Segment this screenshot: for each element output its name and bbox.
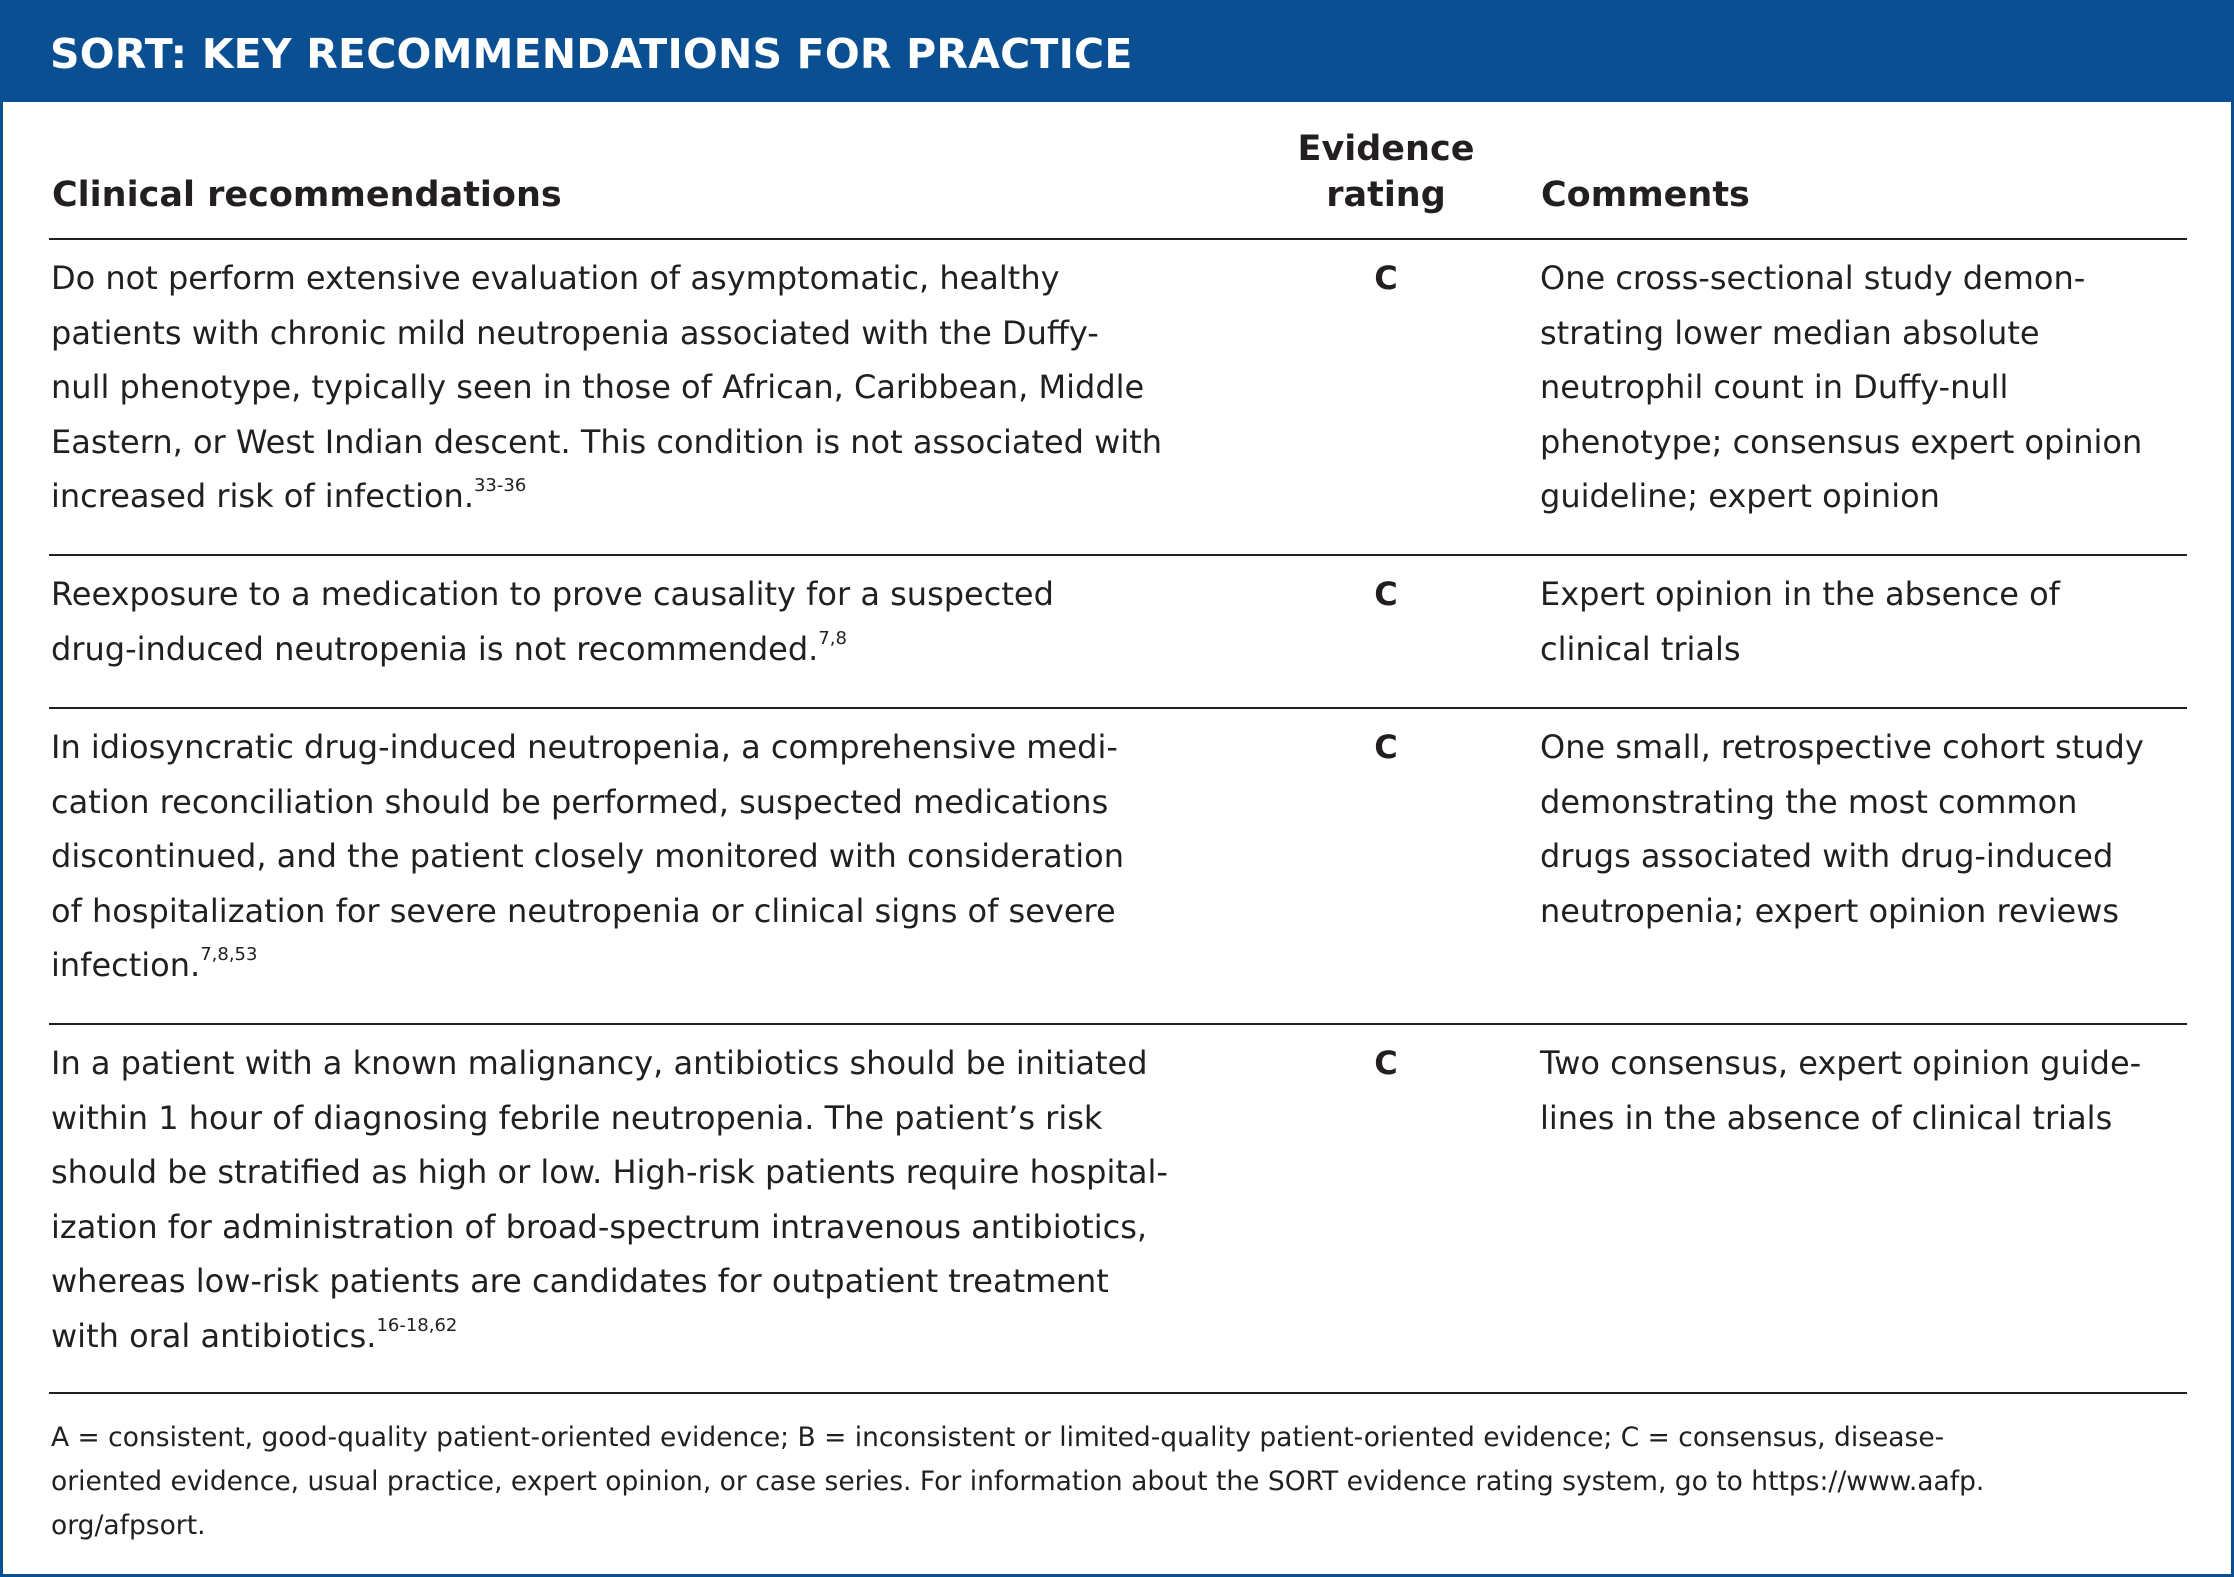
box-title: SORT: KEY RECOMMENDATIONS FOR PRACTICE	[50, 30, 1133, 78]
reference-superscript: 7,8	[818, 627, 847, 649]
header-clinical-recommendations: Clinical recommendations	[52, 175, 562, 215]
comment-text: One small, retrospective cohort study demonstrating the most common drugs associated with drug-induced neutropenia; expert opinion reviews	[1540, 728, 2144, 930]
header-evidence-line-1: Evidence	[1297, 129, 1475, 169]
header-comments: Comments	[1541, 175, 1750, 215]
comment-text: Expert opinion in the absence of clinical trials	[1540, 575, 2060, 668]
table-header	[49, 102, 2187, 238]
header-evidence-rating	[1261, 126, 1511, 218]
comment-text: One cross-sectional study demon- strating lower median absolute neutrophil count in Duffy-null phenotype; consensus expert opinion guideline; expert opinion	[1540, 259, 2143, 515]
comment-text: Two consensus, expert opinion guide- lines in the absence of clinical trials	[1540, 1044, 2142, 1137]
reference-superscript: 7,8,53	[200, 944, 258, 966]
recommendation-text: In a patient with a known malignancy, antibiotics should be initiated within 1 hour of diagnosing febrile neutropenia. The patient’s risk should be stratified as high or low. High-risk patients require hospital- ization for administration of broad-spectrum intravenous antibiotics, whereas low-risk patients are candidates for outpatient treatment with oral antibiotics.$^{16-18,62}$	[51, 1044, 1168, 1355]
evidence-rating-value: C	[1374, 575, 1398, 613]
recommendations-table	[49, 102, 2187, 1548]
evidence-rating-value: C	[1374, 1044, 1398, 1082]
header-evidence-line-2: rating	[1326, 175, 1446, 215]
evidence-rating-value: C	[1374, 728, 1398, 766]
table-row	[49, 240, 2187, 554]
recommendation-text: Do not perform extensive evaluation of asymptomatic, healthy patients with chronic mild neutropenia associated with the Duffy- null phenotype, typically seen in those of African, Caribbean, Middle Eastern, or West Indian descent. This condition is not associated with increased risk of infection.$^{33-36}$	[51, 259, 1163, 515]
table-row	[49, 556, 2187, 707]
reference-superscript: 33-36	[473, 475, 527, 497]
table-row	[49, 1025, 2187, 1392]
recommendation-text: Reexposure to a medication to prove causality for a suspected drug-induced neutropenia is not recommended.$^{7,8}$	[51, 575, 1054, 668]
reference-superscript: 16-18,62	[376, 1314, 458, 1336]
table-row	[49, 709, 2187, 1023]
title-bar	[3, 3, 2231, 102]
recommendation-text: In idiosyncratic drug-induced neutropenia, a comprehensive medi- cation reconciliation should be performed, suspected medications discontinued, and the patient closely monitored with consideration of hospitalization for severe neutropenia or clinical signs of severe infection.$^{7,8,53}$	[51, 728, 1125, 984]
footnote: A = consistent, good-quality patient-oriented evidence; B = inconsistent or limited-quality patient-oriented evidence; C = consensus, disease- oriented evidence, usual practice, expert opinion, or case series. For information about the SORT evidence rating system, go to https://www.aafp. org/afpsort.	[51, 1422, 1985, 1541]
evidence-rating-value: C	[1374, 259, 1398, 297]
